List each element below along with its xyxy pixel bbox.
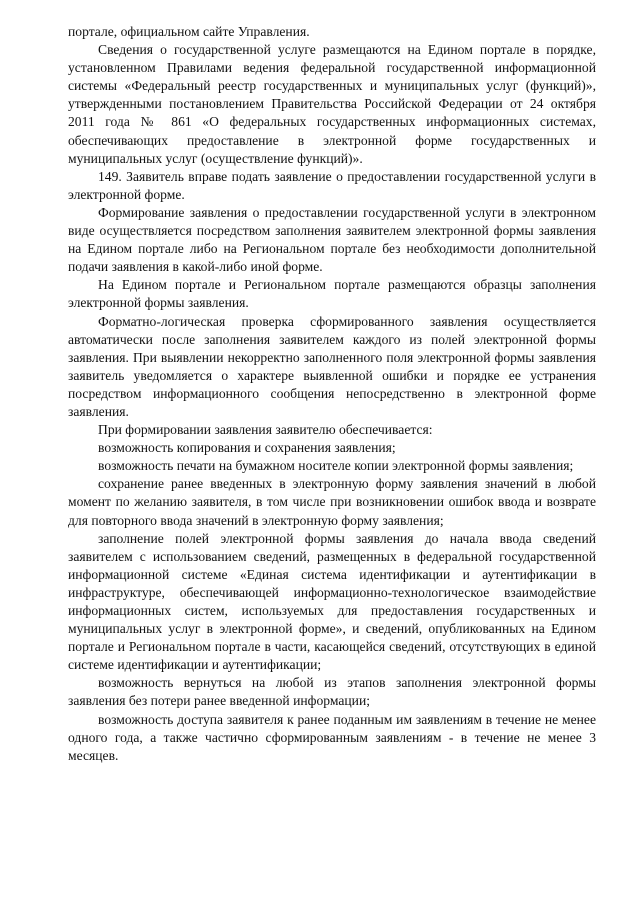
list-item-prefill: заполнение полей электронной формы заявления до начала ввода сведений заявителем с использованием сведений, размещенных в федеральной государственной информационной системе «Единая система идентификации и аутентификации в инфраструктуре, обеспечивающей информационно-технологическое взаимодействие информационных систем, используемых для предоставления государственных и муниципальных услуг в электронной форме», и сведений, опубликованных на Едином портале и Региональном портале в части, касающейся сведений, отсутствующих в единой системе идентификации и аутентификации; bbox=[68, 530, 596, 673]
document-page bbox=[68, 23, 596, 765]
paragraph-continuation: порталe, официальном сайте Управления. bbox=[68, 24, 310, 39]
list-item-access: возможность доступа заявителя к ранее поданным им заявлениям в течение не менее одного года, а также частично сформированным заявлениям - в течение не менее 3 месяцев. bbox=[68, 711, 596, 763]
paragraph-form-creation: Формирование заявления о предоставлении государственной услуги в электронном виде осуществляется посредством заполнения заявителем электронной формы заявления на Едином портале либо на Региональном портале без необходимости дополнительной подачи заявления в какой-либо иной форме. bbox=[68, 204, 596, 275]
paragraph-149: 149. Заявитель вправе подать заявление о предоставлении государственной услуги в электронной форме. bbox=[68, 168, 596, 202]
list-item-copy-save: возможность копирования и сохранения заявления; bbox=[98, 440, 396, 456]
list-item-save-values: сохранение ранее введенных в электронную форму заявления значений в любой момент по желанию заявителя, в том числе при возникновении ошибок ввода и возврате для повторного ввода значений в электронную форму заявления; bbox=[68, 476, 596, 528]
list-item-print: возможность печати на бумажном носителе копии электронной формы заявления; bbox=[98, 458, 574, 474]
list-item-return: возможность вернуться на любой из этапов заполнения электронной формы заявления без потери ранее введенной информации; bbox=[68, 675, 596, 709]
paragraph-provisions-intro: При формировании заявления заявителю обеспечивается: bbox=[98, 422, 433, 438]
paragraph-samples: На Едином портале и Региональном портале размещаются образцы заполнения электронной формы заявления. bbox=[68, 277, 596, 311]
paragraph-service-info: Сведения о государственной услуге размещаются на Едином портале в порядке, установленном Правилами ведения федеральной государственной информационной системы «Федеральный реестр государственных и муниципальных услуг (функций)», утвержденными постановлением Правительства Российской Федерации от 24 октября 2011 года № 861 «О федеральных государственных информационных системах, обеспечивающих предоставление в электронной форме государственных и муниципальных услуг (осуществление функций)». bbox=[68, 42, 596, 166]
paragraph-format-check: Форматно-логическая проверка сформированного заявления осуществляется автоматически после заполнения заявителем каждого из полей электронной формы заявления. При выявлении некорректно заполненного поля электронной формы заявления заявитель уведомляется о характере выявленной ошибки и порядке ее устранения посредством информационного сообщения непосредственно в электронной форме заявления. bbox=[68, 313, 596, 419]
